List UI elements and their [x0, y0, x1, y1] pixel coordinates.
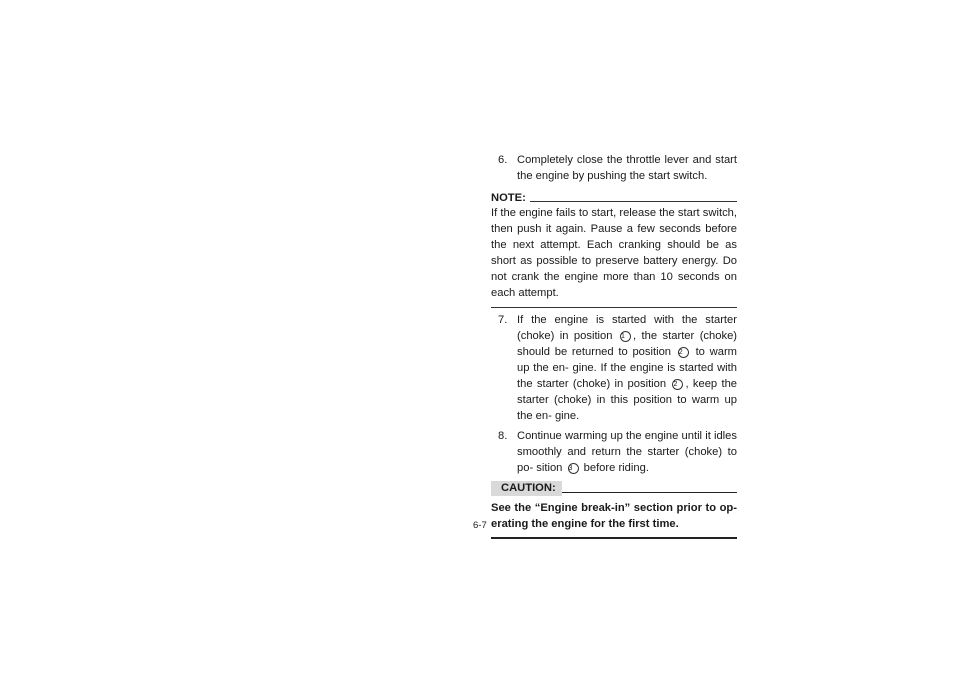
- position-marker-1: 1: [620, 331, 631, 342]
- step-text: If the engine is started with the starter (choke) in position: [517, 314, 737, 342]
- note-text: If the engine fails to start, release the start switch, then push it again. Pause a few seconds before the next attempt. Each cranking should be as short as possible to preserve battery energy. Do not crank the engine more than 10 seconds on each attempt.: [491, 207, 737, 299]
- step-text: to warm up the en- gine. If the engine is started with the starter (choke) in position: [517, 346, 738, 390]
- position-marker-3: 3: [568, 463, 579, 474]
- step-text: , the starter (choke) should be returned to position: [517, 330, 738, 358]
- step-8: [491, 428, 737, 476]
- step-text: Completely close the throttle lever and start the engine by pushing the start switch.: [517, 154, 737, 182]
- note-label: NOTE:: [491, 192, 526, 204]
- step-text: Continue warming up the engine until it idles smoothly and return the starter (choke) to po- sition: [517, 430, 737, 474]
- step-text: before riding.: [583, 462, 649, 474]
- step-number: 6.: [498, 154, 508, 166]
- position-marker-2: 2: [672, 379, 683, 390]
- step-number: 7.: [498, 314, 508, 326]
- step-text: , keep the starter (choke) in this position to warm up the en- gine.: [517, 378, 738, 422]
- page-number: 6-7: [473, 520, 487, 531]
- caution-end-rule: [491, 537, 737, 539]
- content-column: [491, 152, 737, 539]
- step-number: 8.: [498, 430, 508, 442]
- step-7: [491, 312, 737, 424]
- note-rule: [530, 201, 737, 202]
- note-header: [491, 190, 737, 204]
- caution-text: See the “Engine break-in” section prior to op- erating the engine for the first time.: [491, 502, 737, 530]
- caution-rule: [562, 492, 737, 493]
- step-6: [491, 152, 737, 184]
- caution-header: [491, 481, 737, 496]
- caution-label: CAUTION:: [491, 481, 562, 496]
- note-end-rule: [491, 307, 737, 308]
- position-marker-2: 2: [678, 347, 689, 358]
